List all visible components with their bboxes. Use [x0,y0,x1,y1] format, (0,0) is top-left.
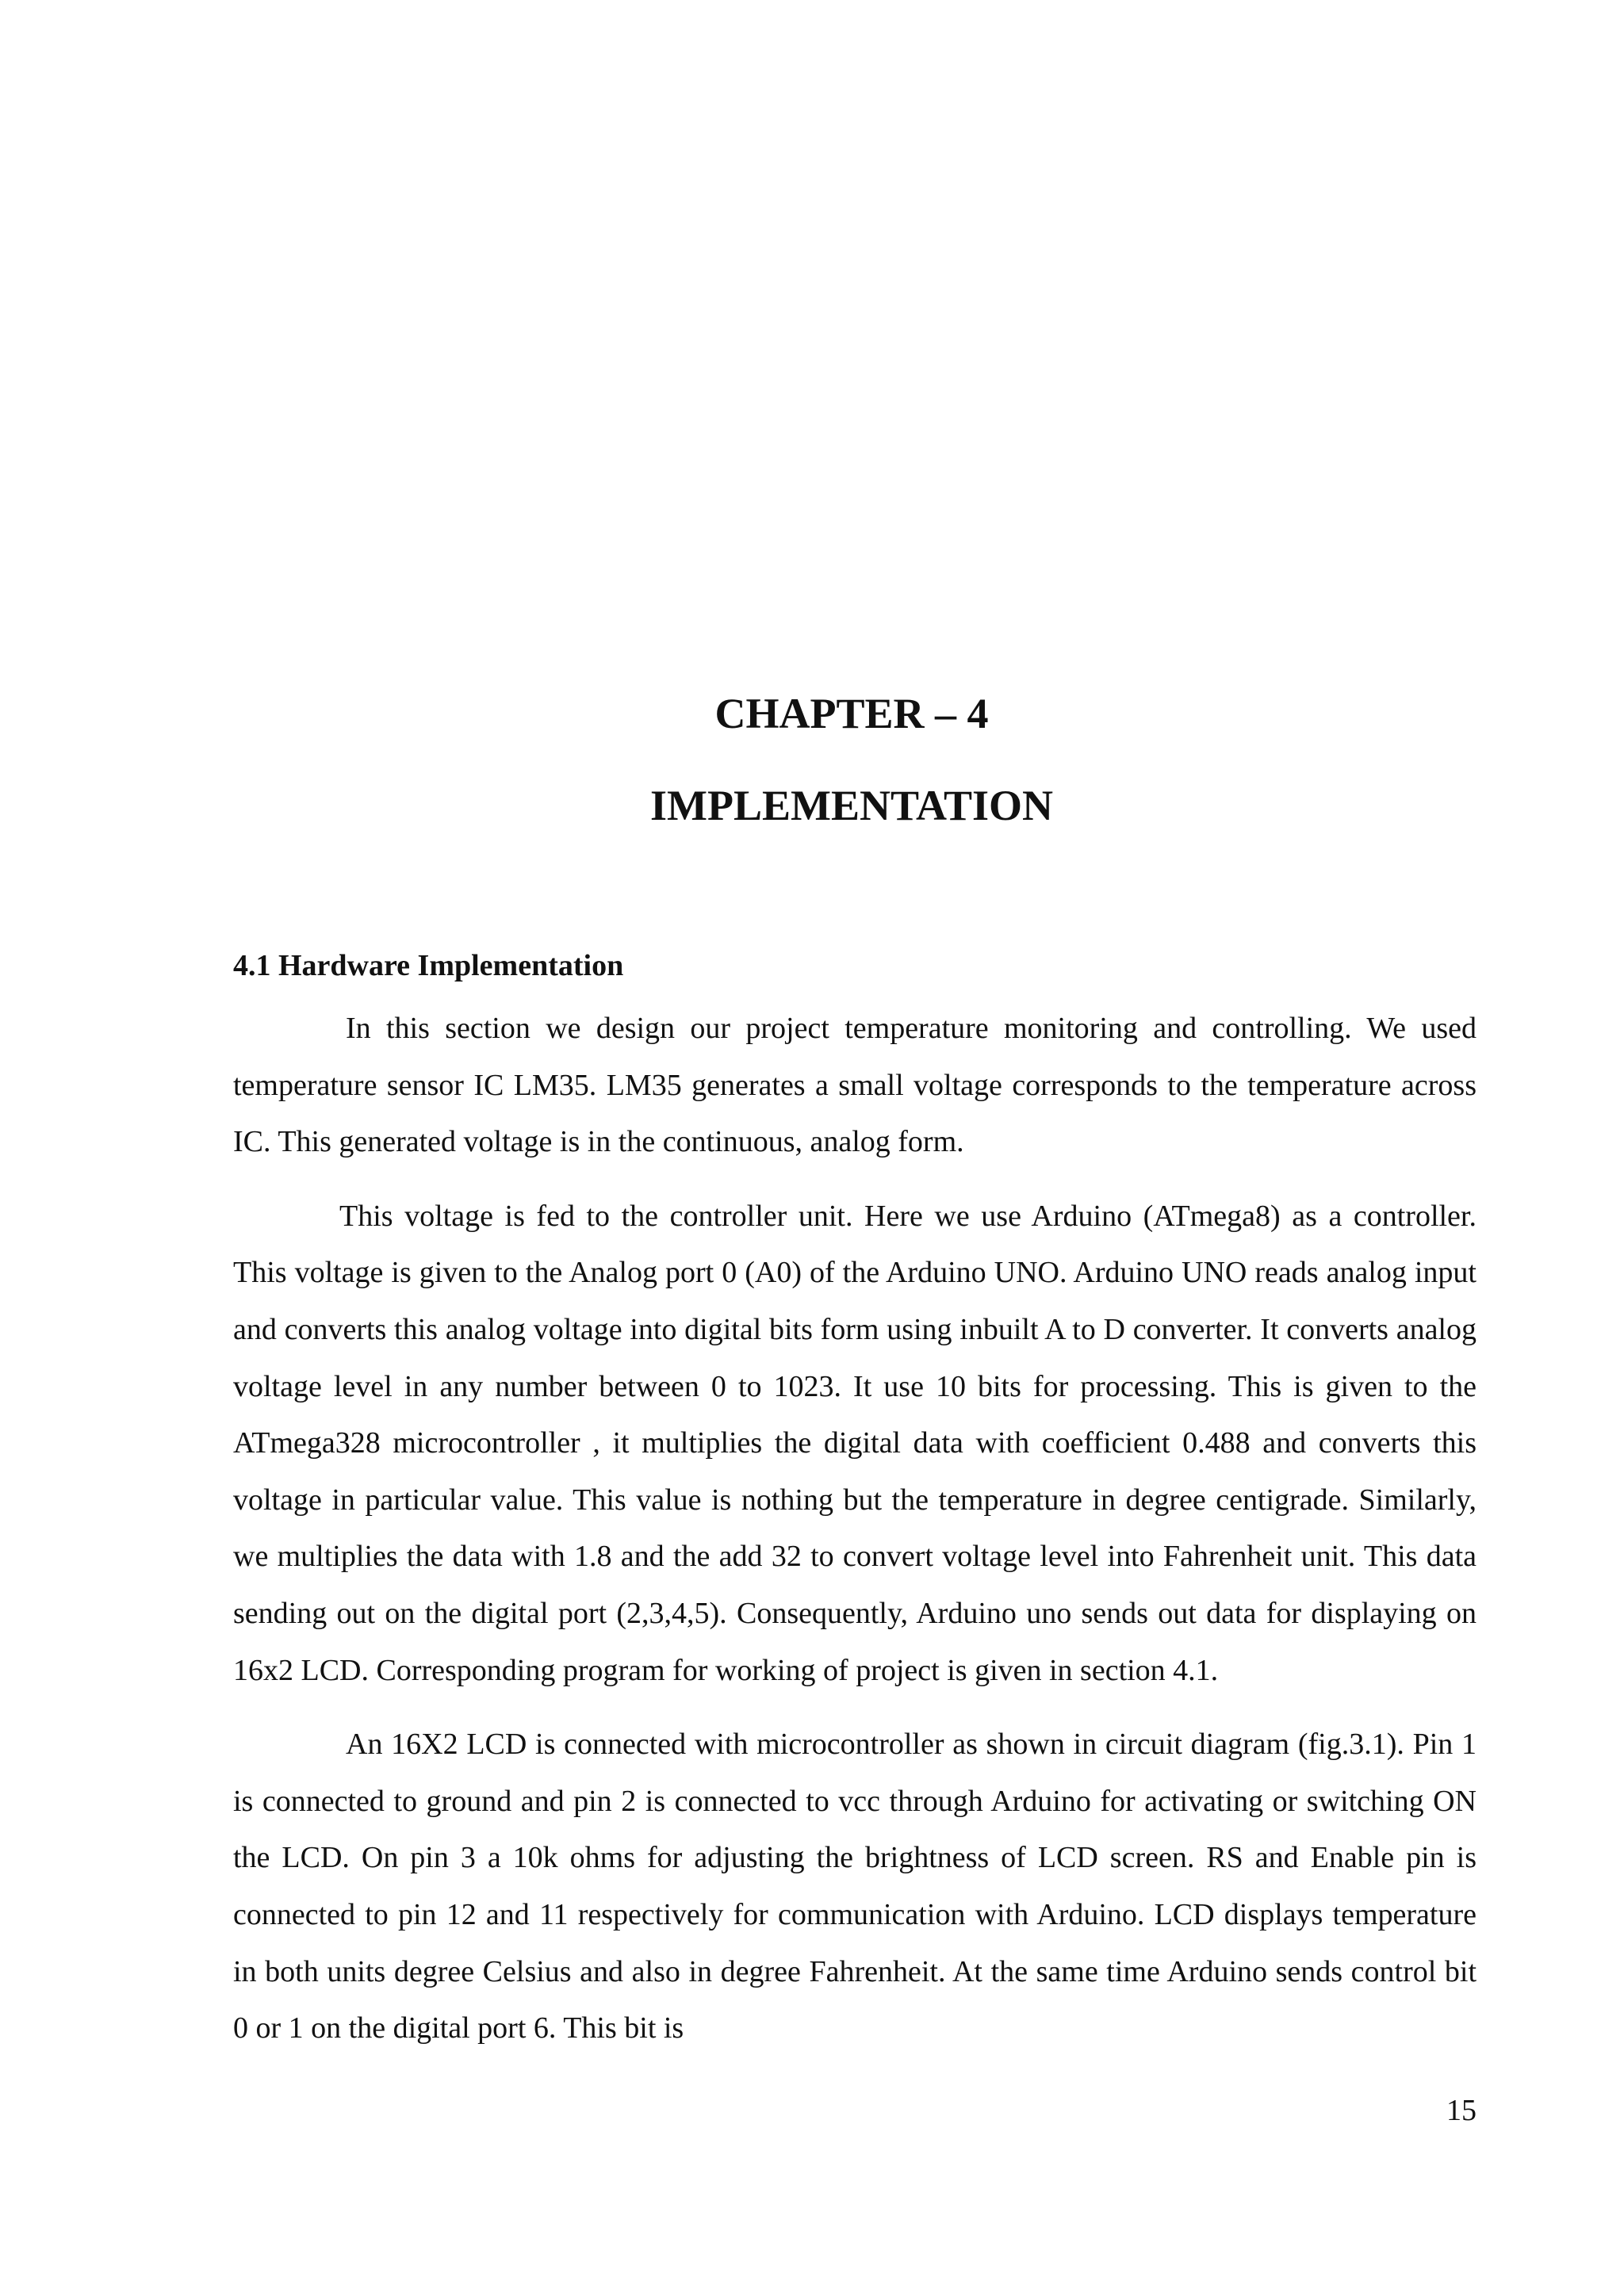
chapter-title-heading: IMPLEMENTATION [649,782,1054,829]
paragraph-2: This voltage is fed to the controller unit. Here we use Arduino (ATmega8) as a controller. This voltage is given to the Analog port 0 (A0) of the Arduino UNO. Arduino UNO reads analog input and converts this analog voltage into digital bits form using inbuilt A to D converter. It converts analog voltage level in any number between 0 to 1023. It use 10 bits for processing. This is given to the ATmega328 microcontroller , it multiplies the digital data with coefficient 0.488 and converts this voltage in particular value. This value is nothing but the temperature in degree centigrade. Similarly, we multiplies the data with 1.8 and the add 32 to convert voltage level into Fahrenheit unit. This data sending out on the digital port (2,3,4,5). Consequently, Arduino uno sends out data for displaying on 16x2 LCD. Corresponding program for working of project is given in section 4.1. [233,1199,1477,1687]
section-heading: 4.1 Hardware Implementation [233,949,624,982]
paragraph-1: In this section we design our project temperature monitoring and controlling. We used temperature sensor IC LM35. LM35 generates a small voltage corresponds to the temperature across IC. This generated voltage is in the continuous, analog form. [233,1012,1477,1159]
paragraph-3: An 16X2 LCD is connected with microcontroller as shown in circuit diagram (fig.3.1). Pin 1 is connected to ground and pin 2 is connected to vcc through Arduino for activating or switching ON the LCD. On pin 3 a 10k ohms for adjusting the brightness of LCD screen. RS and Enable pin is connected to pin 12 and 11 respectively for communication with Arduino. LCD displays temperature in both units degree Celsius and also in degree Fahrenheit. At the same time Arduino sends control bit 0 or 1 on the digital port 6. This bit is [233,1728,1477,2045]
chapter-number-heading: CHAPTER – 4 [714,690,989,737]
body-content [233,943,1477,2075]
page-number: 15 [1446,2094,1477,2127]
